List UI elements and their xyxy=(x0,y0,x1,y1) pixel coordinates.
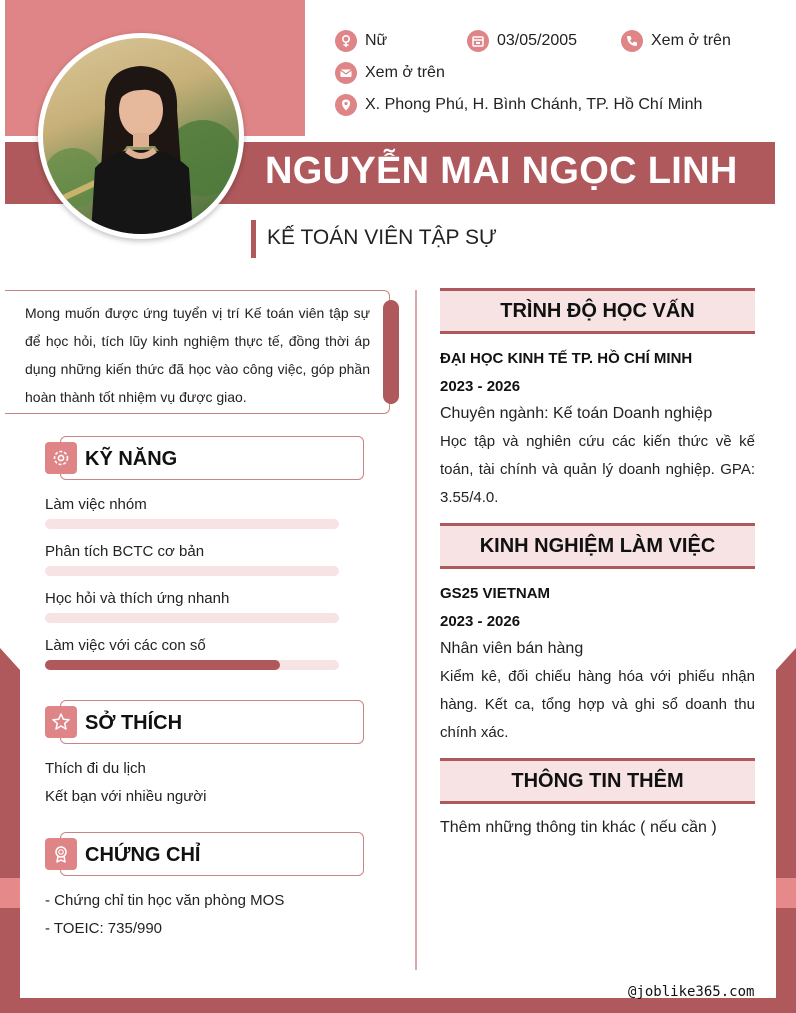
footer-watermark: @joblike365.com xyxy=(628,984,755,1000)
education-heading-box xyxy=(440,288,755,334)
education-major: Chuyên ngành: Kế toán Doanh nghiệp xyxy=(440,405,713,422)
skill-bar-fill xyxy=(45,660,280,670)
experience-heading: KINH NGHIỆM LÀM VIỆC xyxy=(479,534,716,557)
star-icon xyxy=(45,706,77,738)
experience-period: 2023 - 2026 xyxy=(440,613,521,630)
education-description: Học tập và nghiên cứu các kiến thức về kế toán, tài chính và quản lý doanh nghiệp. GPA: 3.55/4.0. xyxy=(440,433,755,506)
job-title-accent xyxy=(251,220,256,258)
skill-label: Làm việc với các con số xyxy=(45,637,206,654)
portrait-illustration xyxy=(43,38,239,234)
award-icon xyxy=(45,838,77,870)
frame-right-band xyxy=(776,878,796,908)
phone-text: Xem ở trên xyxy=(651,32,731,49)
certificate-item: - Chứng chỉ tin học văn phòng MOS xyxy=(45,892,285,909)
candidate-name: NGUYỄN MAI NGỌC LINH xyxy=(265,150,738,192)
frame-left-edge xyxy=(0,648,20,1013)
career-objective: Mong muốn được ứng tuyển vị trí Kế toán viên tập sự để học hỏi, tích lũy kinh nghiệm thực tế, đồng thời áp dụng những kiến thức đã học vào công việc, góp phần hoàn thành tốt nhiệm vụ được giao. xyxy=(25,305,370,405)
skill-bar xyxy=(45,519,339,529)
address-text: X. Phong Phú, H. Bình Chánh, TP. Hồ Chí Minh xyxy=(365,96,703,113)
hobbies-heading: SỞ THÍCH xyxy=(85,712,183,734)
additional-heading-box xyxy=(440,758,755,804)
skill-bar xyxy=(45,613,339,623)
skill-label: Học hỏi và thích ứng nhanh xyxy=(45,590,230,607)
school-name: ĐẠI HỌC KINH TẾ TP. HỒ CHÍ MINH xyxy=(440,350,693,367)
experience-position: Nhân viên bán hàng xyxy=(440,640,584,657)
email-icon xyxy=(335,62,357,84)
gender-icon xyxy=(335,30,357,52)
additional-text: Thêm những thông tin khác ( nếu cần ) xyxy=(440,819,717,836)
frame-bottom-bar xyxy=(0,998,796,1013)
education-heading: TRÌNH ĐỘ HỌC VẤN xyxy=(500,299,695,322)
gender-text: Nữ xyxy=(365,32,388,49)
phone-icon xyxy=(621,30,643,52)
skill-label: Làm việc nhóm xyxy=(45,496,147,513)
additional-heading: THÔNG TIN THÊM xyxy=(511,769,684,792)
location-icon xyxy=(335,94,357,116)
education-period: 2023 - 2026 xyxy=(440,378,521,395)
experience-heading-box xyxy=(440,523,755,569)
hobby-item: Thích đi du lịch xyxy=(45,760,146,777)
birthday-text: 03/05/2005 xyxy=(497,32,578,49)
certificate-item: - TOEIC: 735/990 xyxy=(45,920,163,937)
avatar-photo xyxy=(43,38,239,234)
frame-left-band xyxy=(0,878,20,908)
avatar xyxy=(38,33,244,239)
objective-accent-tab xyxy=(383,300,399,404)
skills-heading: KỸ NĂNG xyxy=(85,448,178,470)
skill-bar xyxy=(45,660,339,670)
gear-icon xyxy=(45,442,77,474)
hobby-item: Kết bạn với nhiều người xyxy=(45,788,207,805)
company-name: GS25 VIETNAM xyxy=(440,585,551,602)
skill-bar xyxy=(45,566,339,576)
certificates-heading: CHỨNG CHỈ xyxy=(85,844,201,866)
experience-description: Kiểm kê, đối chiếu hàng hóa với phiếu nhận hàng. Kết ca, tổng hợp và ghi sổ doanh thu chính xác. xyxy=(440,668,755,741)
column-divider xyxy=(415,290,417,970)
skill-label: Phân tích BCTC cơ bản xyxy=(45,543,205,560)
calendar-icon xyxy=(467,30,489,52)
email-text: Xem ở trên xyxy=(365,64,445,81)
job-title: KẾ TOÁN VIÊN TẬP SỰ xyxy=(267,226,497,249)
frame-right-edge xyxy=(776,648,796,1013)
